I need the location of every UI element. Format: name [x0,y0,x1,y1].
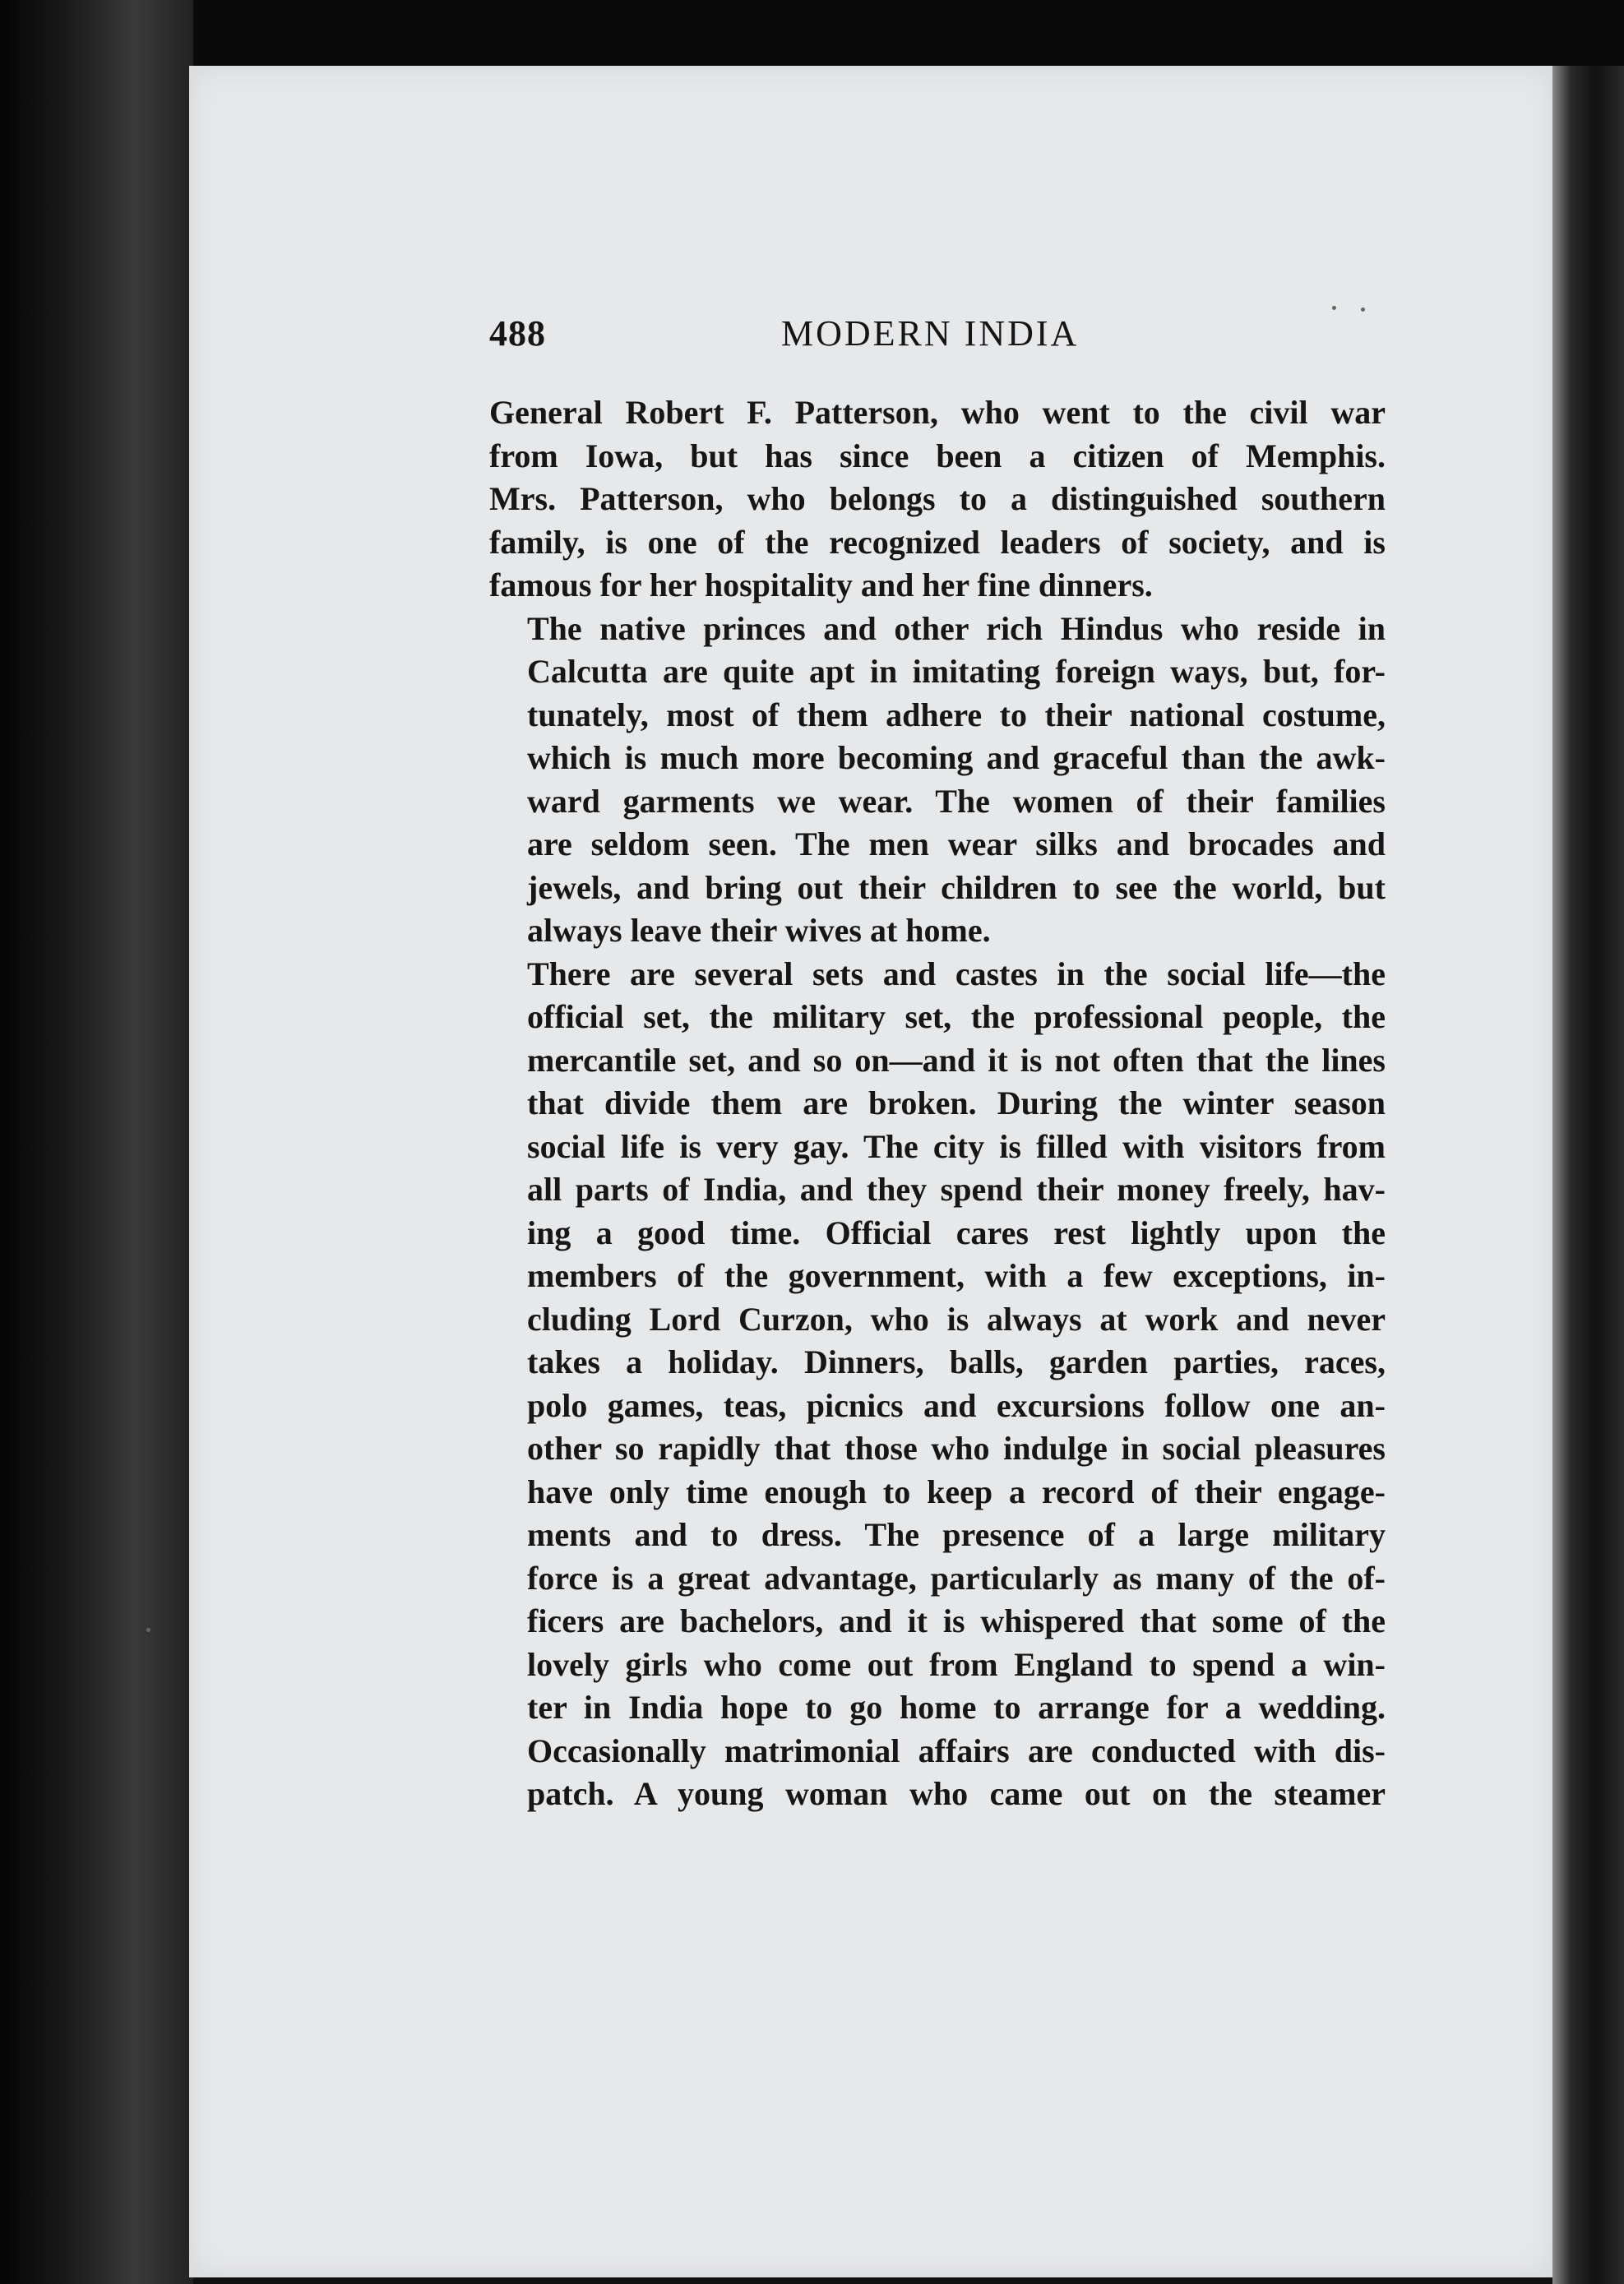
paragraph-1 [489,391,1386,608]
text-line: other so rapidly that those who indulge in social pleasures [527,1430,1386,1467]
text-line: always leave their wives at home. [527,912,991,949]
text-line: takes a holiday. Dinners, balls, garden parties, races, [527,1343,1386,1380]
text-line: that divide them are broken. During the winter season [527,1084,1386,1121]
text-line: famous for her hospitality and her fine dinners. [489,566,1153,603]
scan-speck [146,1628,150,1632]
text-line: polo games, teas, picnics and excursions follow one an- [527,1386,1386,1424]
running-title: MODERN INDIA [781,313,1080,354]
text-line: ward garments we wear. The women of their families [527,782,1386,820]
text-line: tunately, most of them adhere to their national costume, [527,696,1386,733]
text-line: Occasionally matrimonial affairs are conducted with dis- [527,1731,1386,1769]
text-line: from Iowa, but has since been a citizen of Memphis. [489,437,1386,474]
left-book-binding [0,0,193,2284]
paragraph-2 [489,608,1386,953]
text-line: The native princes and other rich Hindus who reside in [527,609,1386,647]
text-line: ficers are bachelors, and it is whispered that some of the [527,1602,1386,1639]
text-line: lovely girls who come out from England to spend a win- [527,1645,1386,1683]
text-line: Calcutta are quite apt in imitating foreign ways, but, for- [527,653,1386,690]
text-line: cluding Lord Curzon, who is always at work and never [527,1300,1386,1338]
top-scan-border [0,0,1624,70]
text-line: mercantile set, and so on—and it is not often that the lines [527,1041,1386,1079]
page-header [489,312,1402,370]
text-line: ments and to dress. The presence of a large military [527,1516,1386,1553]
paragraph-3 [489,953,1386,1816]
text-line: patch. A young woman who came out on the steamer [527,1775,1386,1812]
page-number: 488 [489,313,546,354]
text-line: ing a good time. Official cares rest lightly upon the [527,1214,1386,1251]
text-line: General Robert F. Patterson, who went to the civil war [489,394,1386,431]
text-line: There are several sets and castes in the social life—the [527,955,1386,992]
text-line: family, is one of the recognized leaders of society, and is [489,523,1386,561]
text-line: force is a great advantage, particularly as many of the of- [527,1559,1386,1597]
text-line: ter in India hope to go home to arrange for a wedding. [527,1689,1386,1726]
body-text [489,391,1386,1816]
text-line: official set, the military set, the professional people, the [527,998,1386,1035]
right-page-edge [1552,66,1624,2284]
scan-speck [1332,306,1336,310]
text-line: members of the government, with a few exceptions, in- [527,1257,1386,1294]
text-line: Mrs. Patterson, who belongs to a distinguished southern [489,480,1386,517]
text-line: which is much more becoming and graceful than the awk- [527,739,1386,776]
scan-speck [1361,307,1365,312]
text-line: are seldom seen. The men wear silks and brocades and [527,825,1386,862]
text-line: all parts of India, and they spend their money freely, hav- [527,1171,1386,1208]
text-line: jewels, and bring out their children to see the world, but [527,868,1386,906]
text-line: have only time enough to keep a record of their engage- [527,1473,1386,1510]
text-line: social life is very gay. The city is filled with visitors from [527,1127,1386,1165]
